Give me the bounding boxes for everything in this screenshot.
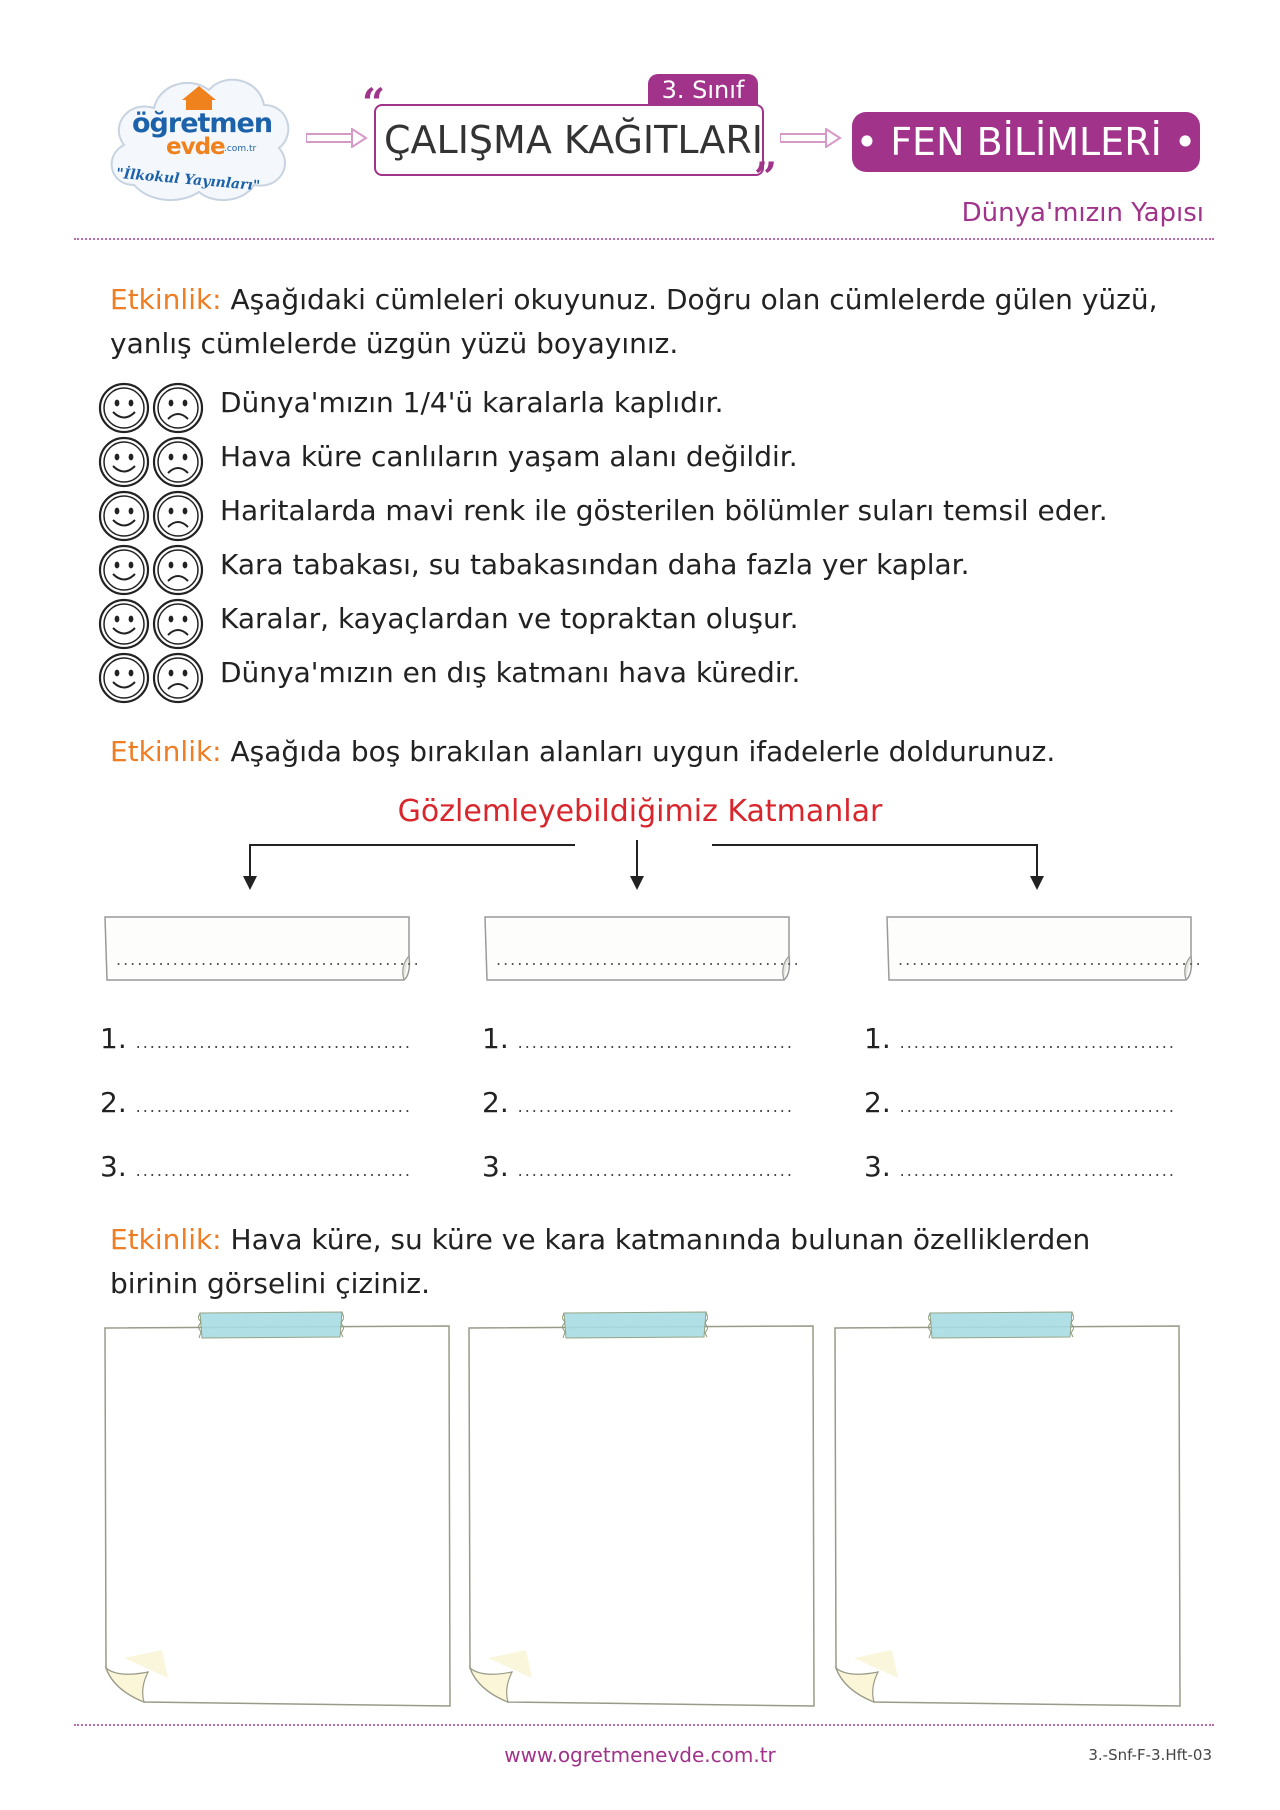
item-number: 2. bbox=[864, 1086, 891, 1119]
item-number: 2. bbox=[100, 1086, 127, 1119]
blank-line: ....................................... bbox=[517, 1097, 794, 1116]
blank-line: ....................................... bbox=[517, 1033, 794, 1052]
blank-line: ....................................... bbox=[135, 1161, 412, 1180]
blank-line: ........................................... bbox=[898, 950, 1203, 969]
smiley-face-icon[interactable] bbox=[98, 436, 150, 492]
smiley-face-icon[interactable] bbox=[98, 598, 150, 654]
tape-icon bbox=[198, 1310, 344, 1340]
logo-word: evde bbox=[166, 134, 225, 160]
smiley-face-icon[interactable] bbox=[98, 544, 150, 600]
statement-text: Kara tabakası, su tabakasından daha fazla yer kaplar. bbox=[220, 548, 970, 581]
close-quote: ” bbox=[754, 154, 778, 201]
arrow-right-icon bbox=[780, 128, 842, 148]
drawing-area[interactable] bbox=[468, 1318, 814, 1703]
answer-line[interactable] bbox=[100, 1086, 412, 1119]
blank-line: ........................................... bbox=[116, 950, 421, 969]
item-number: 1. bbox=[864, 1022, 891, 1055]
face-pair bbox=[98, 544, 202, 596]
face-pair bbox=[98, 436, 202, 488]
blank-line: ........................................... bbox=[496, 950, 801, 969]
tape-icon bbox=[928, 1310, 1074, 1340]
answer-line[interactable] bbox=[100, 1150, 412, 1183]
answer-line[interactable] bbox=[482, 1150, 794, 1183]
sad-face-icon[interactable] bbox=[152, 544, 204, 600]
topic-title: Dünya'mızın Yapısı bbox=[961, 198, 1204, 228]
answer-line[interactable] bbox=[482, 1086, 794, 1119]
answer-line[interactable] bbox=[864, 1086, 1176, 1119]
activity-label: Etkinlik: bbox=[110, 735, 222, 768]
blank-line: ....................................... bbox=[899, 1161, 1176, 1180]
item-number: 3. bbox=[100, 1150, 127, 1183]
footer-url[interactable]: www.ogretmenevde.com.tr bbox=[504, 1743, 776, 1767]
item-number: 1. bbox=[100, 1022, 127, 1055]
branch-arrows bbox=[0, 832, 1280, 892]
statement-text: Dünya'mızın en dış katmanı hava küredir. bbox=[220, 656, 801, 689]
grade-label: 3. Sınıf bbox=[648, 74, 758, 106]
answer-line[interactable] bbox=[482, 1022, 794, 1055]
subject-badge: • FEN BİLİMLERİ • bbox=[852, 112, 1200, 172]
divider bbox=[74, 1724, 1214, 1726]
activity-1-instruction bbox=[110, 278, 1170, 366]
logo-domain: .com.tr bbox=[224, 144, 257, 154]
item-number: 2. bbox=[482, 1086, 509, 1119]
blank-line: ....................................... bbox=[135, 1097, 412, 1116]
logo bbox=[104, 60, 304, 210]
answer-card[interactable] bbox=[886, 916, 1203, 978]
item-number: 1. bbox=[482, 1022, 509, 1055]
statement-text: Hava küre canlıların yaşam alanı değildir. bbox=[220, 440, 798, 473]
instruction-text: Aşağıda boş bırakılan alanları uygun ifadelerle doldurunuz. bbox=[230, 735, 1056, 768]
face-pair bbox=[98, 382, 202, 434]
statement-row bbox=[98, 382, 1198, 434]
answer-line[interactable] bbox=[100, 1022, 412, 1055]
open-quote: “ bbox=[362, 80, 386, 127]
sad-face-icon[interactable] bbox=[152, 652, 204, 708]
tape-icon bbox=[562, 1310, 708, 1340]
smiley-face-icon[interactable] bbox=[98, 652, 150, 708]
statement-row bbox=[98, 436, 1198, 488]
answer-card[interactable] bbox=[104, 916, 421, 978]
item-number: 3. bbox=[482, 1150, 509, 1183]
activity-3-instruction bbox=[110, 1218, 1170, 1306]
sad-face-icon[interactable] bbox=[152, 436, 204, 492]
smiley-face-icon[interactable] bbox=[98, 382, 150, 438]
logo-word: öğretmen bbox=[132, 108, 273, 139]
statement-row bbox=[98, 544, 1198, 596]
arrow-right-icon bbox=[306, 128, 368, 148]
blank-line: ....................................... bbox=[899, 1097, 1176, 1116]
smiley-face-icon[interactable] bbox=[98, 490, 150, 546]
instruction-text: Aşağıdaki cümleleri okuyunuz. Doğru olan cümlelerde gülen yüzü, yanlış cümlelerde üzgün yüzü boyayınız. bbox=[110, 283, 1158, 360]
answer-line[interactable] bbox=[864, 1150, 1176, 1183]
footer-code: 3.-Snf-F-3.Hft-03 bbox=[1088, 1746, 1212, 1764]
diagram-title: Gözlemleyebildiğimiz Katmanlar bbox=[397, 794, 883, 829]
blank-line: ....................................... bbox=[899, 1033, 1176, 1052]
sad-face-icon[interactable] bbox=[152, 382, 204, 438]
instruction-text: Hava küre, su küre ve kara katmanında bulunan özelliklerden birinin görselini çiziniz. bbox=[110, 1223, 1091, 1300]
statement-row bbox=[98, 598, 1198, 650]
sad-face-icon[interactable] bbox=[152, 490, 204, 546]
statement-text: Haritalarda mavi renk ile gösterilen bölümler suları temsil eder. bbox=[220, 494, 1108, 527]
page-title: ÇALIŞMA KAĞITLARI bbox=[384, 118, 763, 162]
sad-face-icon[interactable] bbox=[152, 598, 204, 654]
activity-2-instruction bbox=[110, 730, 1170, 774]
blank-line: ....................................... bbox=[517, 1161, 794, 1180]
activity-label: Etkinlik: bbox=[110, 1223, 222, 1256]
statement-text: Dünya'mızın 1/4'ü karalarla kaplıdır. bbox=[220, 386, 724, 419]
divider bbox=[74, 238, 1214, 240]
statement-row bbox=[98, 490, 1198, 542]
answer-line[interactable] bbox=[864, 1022, 1176, 1055]
face-pair bbox=[98, 490, 202, 542]
answer-card[interactable] bbox=[484, 916, 801, 978]
statement-text: Karalar, kayaçlardan ve topraktan oluşur. bbox=[220, 602, 799, 635]
drawing-area[interactable] bbox=[104, 1318, 450, 1703]
item-number: 3. bbox=[864, 1150, 891, 1183]
drawing-area[interactable] bbox=[834, 1318, 1180, 1703]
activity-label: Etkinlik: bbox=[110, 283, 222, 316]
blank-line: ....................................... bbox=[135, 1033, 412, 1052]
statement-row bbox=[98, 652, 1198, 704]
logo-tagline: "İlkokul Yayınları" bbox=[115, 165, 261, 195]
face-pair bbox=[98, 598, 202, 650]
face-pair bbox=[98, 652, 202, 704]
